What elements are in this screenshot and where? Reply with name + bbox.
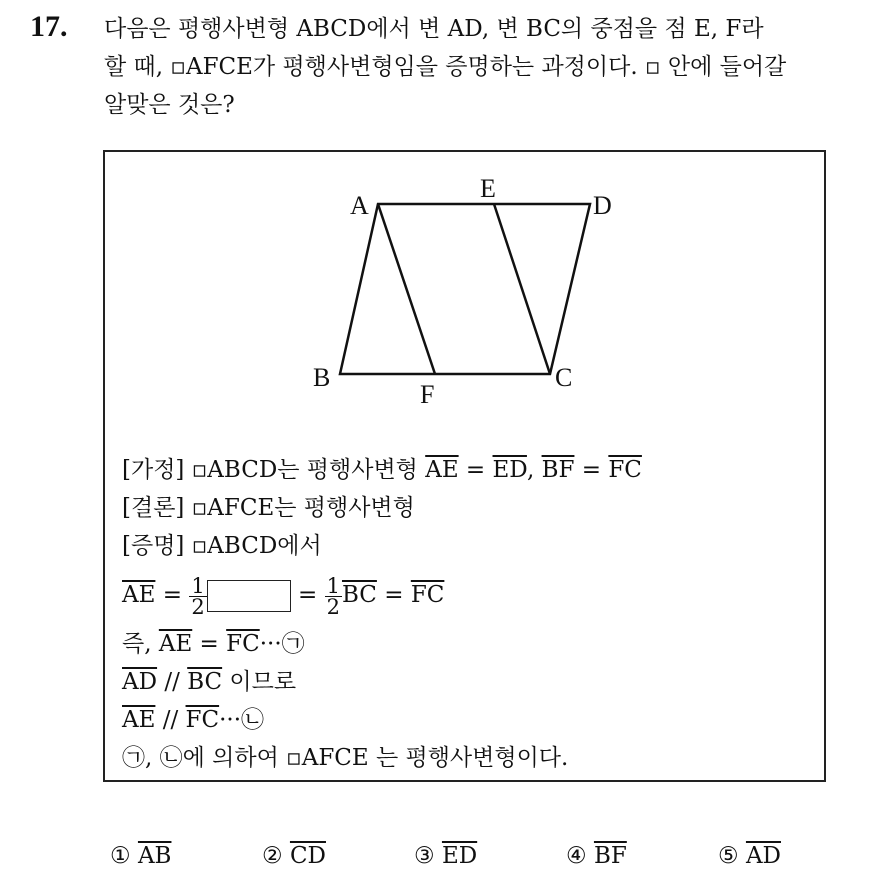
- question-line-2: 할 때, ▫AFCE가 평행사변형임을 증명하는 과정이다. ▫ 안에 들어갈: [104, 54, 787, 80]
- parallel-sign: //: [157, 669, 188, 695]
- step1-line: [122, 625, 812, 663]
- choice-1[interactable]: [110, 843, 171, 869]
- choice-2[interactable]: [262, 843, 326, 869]
- equation-line: [122, 565, 812, 625]
- choice-segment: $\overline{ED}$: [441, 843, 478, 869]
- segment-ad: $\overline{AD}$: [122, 669, 158, 695]
- equals-sign: =: [290, 582, 325, 608]
- proof-head-line: [증명] ▫ABCD에서: [122, 533, 322, 559]
- segment-ae: $\overline{AE}$: [158, 631, 193, 657]
- segment-fc: $\overline{FC}$: [185, 707, 220, 733]
- question-number: 17.: [30, 10, 68, 43]
- choice-4[interactable]: [566, 843, 627, 869]
- choice-number: ④: [566, 843, 587, 869]
- vertex-label-a: A: [350, 191, 369, 220]
- segment-bc: $\overline{BC}$: [341, 582, 377, 608]
- question-line-3: 알맞은 것은?: [104, 92, 235, 118]
- equals-sign: =: [192, 631, 227, 657]
- comma: ,: [526, 457, 542, 483]
- answer-blank-box: [207, 580, 291, 612]
- vertex-label-c: C: [555, 363, 573, 392]
- equals-sign: =: [155, 582, 190, 608]
- segment-fc: $\overline{FC}$: [226, 631, 260, 657]
- step2-tail: 이므로: [222, 669, 297, 695]
- point-label-f: F: [420, 380, 435, 409]
- segment-ae: $\overline{AE}$: [122, 707, 156, 733]
- segment-af: [378, 204, 435, 374]
- equals-sign: =: [574, 457, 609, 483]
- fraction-half: [325, 573, 342, 619]
- final-line: ㉠, ㉡에 의하여 ▫AFCE 는 평행사변형이다.: [122, 745, 569, 771]
- point-label-e: E: [480, 174, 496, 203]
- choice-segment: $\overline{CD}$: [289, 843, 326, 869]
- question-line-1: 다음은 평행사변형 ABCD에서 변 AD, 변 BC의 중점을 점 E, F라: [104, 16, 764, 42]
- segment-fc: $\overline{FC}$: [410, 582, 445, 608]
- segment-bc: $\overline{BC}$: [187, 669, 223, 695]
- vertex-label-d: D: [593, 191, 612, 220]
- parallelogram-abcd: [340, 204, 590, 374]
- equals-sign: =: [376, 582, 411, 608]
- segment-ae: $\overline{AE}$: [425, 457, 459, 483]
- step3-line: [122, 701, 812, 739]
- choice-3[interactable]: [414, 843, 477, 869]
- assumption-line: [122, 451, 812, 489]
- segment-ec: [494, 204, 550, 374]
- marker-1: ···㉠: [259, 631, 305, 657]
- choice-number: ⑤: [718, 843, 739, 869]
- choice-number: ③: [414, 843, 435, 869]
- fraction-half: [189, 573, 206, 619]
- step2-line: [122, 663, 812, 701]
- step1-head: 즉,: [122, 631, 159, 657]
- proof-text: [122, 451, 812, 777]
- fraction-denominator: 2: [326, 594, 340, 619]
- fraction-denominator: 2: [191, 594, 205, 619]
- segment-ed: $\overline{ED}$: [492, 457, 527, 483]
- assumption-head: [가정] ▫ABCD는 평행사변형: [122, 457, 426, 483]
- segment-bf: $\overline{BF}$: [541, 457, 575, 483]
- vertex-label-b: B: [313, 363, 331, 392]
- choice-number: ①: [110, 843, 131, 869]
- fraction-numerator: 1: [191, 573, 205, 598]
- choice-segment: $\overline{AD}$: [745, 843, 781, 869]
- conclusion-line: [결론] ▫AFCE는 평행사변형: [122, 495, 415, 521]
- choice-5[interactable]: [718, 843, 781, 869]
- parallel-sign: //: [155, 707, 186, 733]
- equals-sign: =: [458, 457, 493, 483]
- marker-2: ···㉡: [219, 707, 265, 733]
- segment-fc: $\overline{FC}$: [608, 457, 642, 483]
- choice-segment: $\overline{AB}$: [137, 843, 172, 869]
- fraction-numerator: 1: [326, 573, 340, 598]
- segment-ae: $\overline{AE}$: [122, 582, 156, 608]
- figure-lines: [340, 204, 590, 374]
- choice-number: ②: [262, 843, 283, 869]
- choice-segment: $\overline{BF}$: [593, 843, 627, 869]
